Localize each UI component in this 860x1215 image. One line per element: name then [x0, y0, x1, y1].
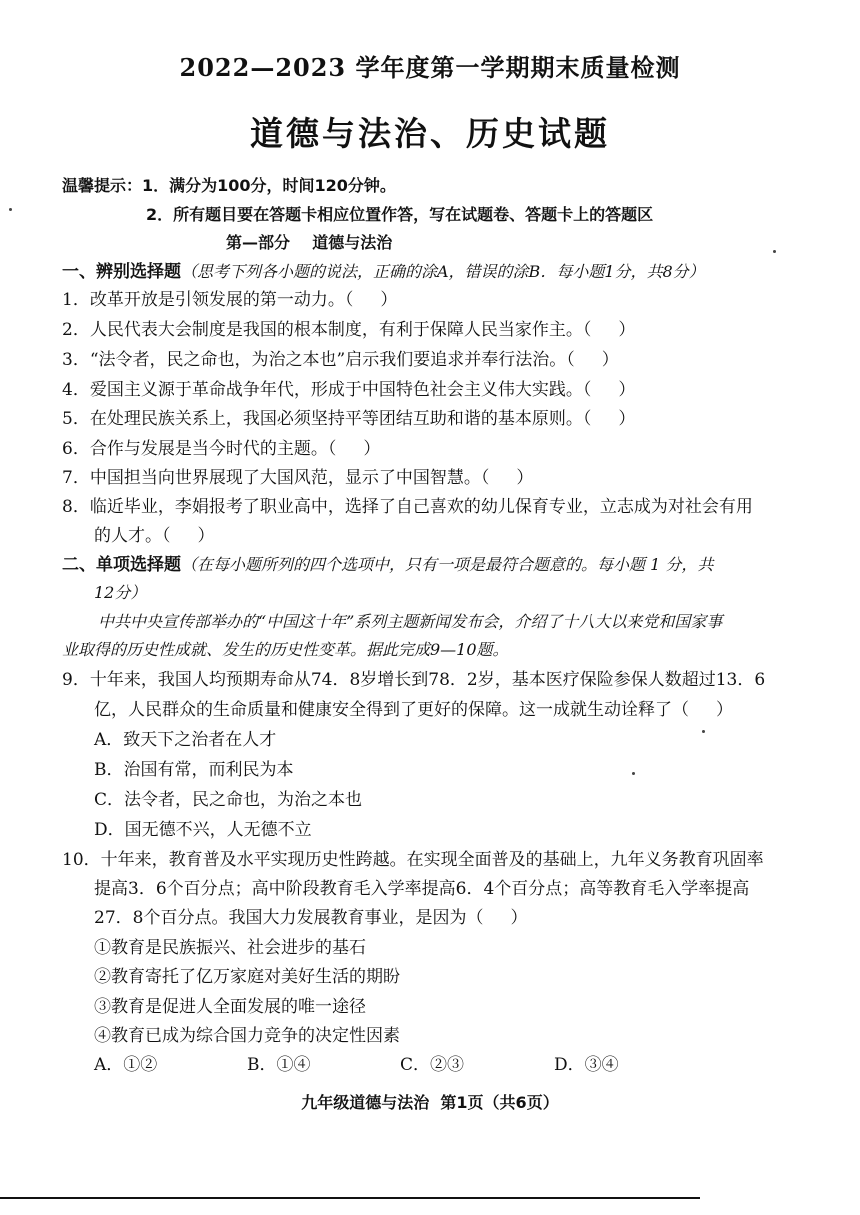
q10-statement-4: ④教育已成为综合国力竞争的决定性因素 — [94, 1026, 400, 1046]
judge-item-6: 6．合作与发展是当今时代的主题。（ ） — [62, 439, 381, 459]
section2-heading: 二、单项选择题 — [62, 555, 181, 575]
section1-heading: 一、辨别选择题 — [62, 262, 181, 282]
material-line-1: 中共中央宣传部举办的“中国这十年”系列主题新闻发布会，介绍了十八大以来党和国家事 — [98, 612, 723, 631]
section2-instruction: （在每小题所列的四个选项中，只有一项是最符合题意的。每小题 1 分，共 — [181, 555, 714, 574]
scan-speck — [632, 772, 635, 775]
subject-title: 道德与法治、历史试题 — [250, 114, 610, 153]
exam-title: 2022—2023 学年度第一学期期末质量检测 — [179, 53, 681, 82]
page-footer: 九年级道德与法治 第1页（共6页） — [301, 1093, 559, 1112]
q10-line-3: 27．8个百分点。我国大力发展教育事业，是因为（ ） — [94, 908, 528, 928]
scan-speck — [702, 730, 705, 733]
q10-line-1: 10．十年来，教育普及水平实现历史性跨越。在实现全面普及的基础上，九年义务教育巩固率 — [62, 850, 764, 870]
q10-statement-3: ③教育是促进人全面发展的唯一途径 — [94, 997, 366, 1017]
scan-speck — [9, 208, 12, 211]
judge-item-5: 5．在处理民族关系上，我国必须坚持平等团结互助和谐的基本原则。（ ） — [62, 409, 636, 429]
q10-option-a: A．①② — [94, 1055, 158, 1075]
q9-line-2: 亿，人民群众的生命质量和健康安全得到了更好的保障。这一成就生动诠释了（ ） — [94, 700, 734, 720]
judge-item-3: 3．“法令者，民之命也，为治之本也”启示我们要追求并奉行法治。（ ） — [62, 350, 619, 370]
q9-option-b: B．治国有常，而利民为本 — [94, 760, 294, 780]
scan-bottom-rule — [0, 1197, 700, 1199]
section2-instruction-cont: 12分） — [94, 583, 147, 602]
material-line-2: 业取得的历史性成就、发生的历史性变革。据此完成9—10题。 — [62, 640, 509, 659]
judge-item-8: 8．临近毕业，李娟报考了职业高中，选择了自己喜欢的幼儿保育专业，立志成为对社会有用 — [62, 497, 753, 517]
q10-statement-2: ②教育寄托了亿万家庭对美好生活的期盼 — [94, 967, 400, 987]
q9-option-a: A．致天下之治者在人才 — [94, 730, 277, 750]
judge-item-1: 1．改革开放是引领发展的第一动力。（ ） — [62, 290, 398, 310]
scan-speck — [773, 250, 776, 253]
judge-item-8-cont: 的人才。（ ） — [94, 526, 215, 546]
tip-line-2: 2．所有题目要在答题卡相应位置作答，写在试题卷、答题卡上的答题区 — [146, 205, 654, 224]
q10-statement-1: ①教育是民族振兴、社会进步的基石 — [94, 938, 366, 958]
q10-option-c: C．②③ — [400, 1055, 465, 1075]
judge-item-7: 7．中国担当向世界展现了大国风范，显示了中国智慧。（ ） — [62, 468, 534, 488]
q9-option-d: D．国无德不兴，人无德不立 — [94, 820, 312, 840]
q9-option-c: C．法令者，民之命也，为治之本也 — [94, 790, 363, 810]
q10-option-d: D．③④ — [554, 1055, 619, 1075]
q10-line-2: 提高3．6个百分点；高中阶段教育毛入学率提高6．4个百分点；高等教育毛入学率提高 — [94, 879, 750, 899]
judge-item-2: 2．人民代表大会制度是我国的根本制度，有利于保障人民当家作主。（ ） — [62, 320, 636, 340]
section1-instruction: （思考下列各小题的说法，正确的涂A，错误的涂B．每小题1分，共8分） — [181, 262, 705, 281]
q10-option-b: B．①④ — [247, 1055, 311, 1075]
part-title: 第—部分 道德与法治 — [226, 233, 393, 252]
tip-line-1: 温馨提示：1．满分为100分，时间120分钟。 — [62, 176, 396, 195]
section1-header — [62, 260, 705, 284]
section2-header — [62, 553, 713, 577]
judge-item-4: 4．爱国主义源于革命战争年代，形成于中国特色社会主义伟大实践。（ ） — [62, 380, 636, 400]
q9-line-1: 9．十年来，我国人均预期寿命从74．8岁增长到78．2岁，基本医疗保险参保人数超过13．6 — [62, 670, 766, 690]
